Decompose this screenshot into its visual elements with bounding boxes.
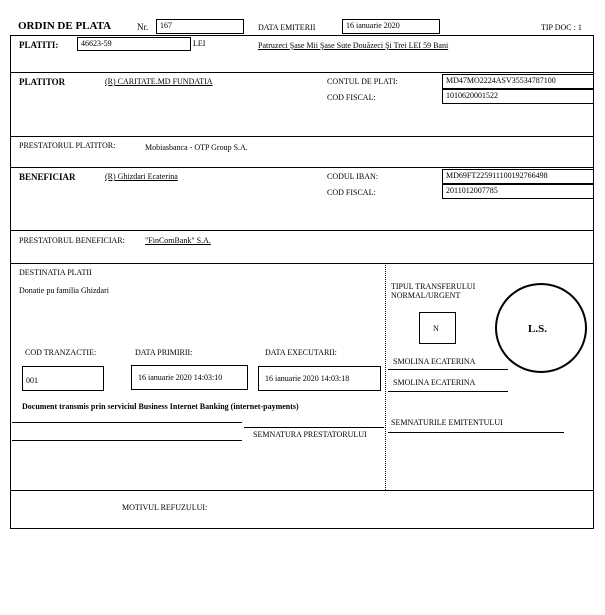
transaction-code-field: 001 xyxy=(22,366,104,391)
issue-date-label: DATA EMITERII xyxy=(258,23,316,32)
divider xyxy=(10,167,594,168)
transfer-type-label-2: NORMAL/URGENT xyxy=(391,291,461,300)
payer-provider-label: PRESTATORUL PLATITOR: xyxy=(19,141,116,150)
signature-line xyxy=(12,440,242,441)
divider xyxy=(10,230,594,231)
destination-label: DESTINATIA PLATII xyxy=(19,268,92,277)
refusal-label: MOTIVUL REFUZULUI: xyxy=(122,503,208,512)
transaction-code-label: COD TRANZACTIE: xyxy=(25,348,97,357)
number-field: 167 xyxy=(156,19,244,34)
form-frame xyxy=(10,35,594,529)
beneficiary-label: BENEFICIAR xyxy=(19,172,76,182)
beneficiary-name: (R) Ghizdari Ecaterina xyxy=(105,172,178,181)
payer-account-label: CONTUL DE PLATI: xyxy=(327,77,398,86)
received-date-label: DATA PRIMIRII: xyxy=(135,348,193,357)
payer-name: (R) CARITATE.MD FUNDATIA xyxy=(105,77,213,86)
stamp-label: L.S. xyxy=(528,323,547,335)
signature-line xyxy=(388,432,564,433)
beneficiary-fiscal-label: COD FISCAL: xyxy=(327,188,376,197)
amount-label: PLATITI: xyxy=(19,40,59,50)
beneficiary-fiscal-field: 2011012007785 xyxy=(442,184,594,199)
beneficiary-iban-field: MD69FT225911100192766498 xyxy=(442,169,594,184)
beneficiary-provider-label: PRESTATORUL BENEFICIAR: xyxy=(19,236,125,245)
divider xyxy=(10,263,594,264)
divider xyxy=(10,72,594,73)
payer-fiscal-field: 1010620001522 xyxy=(442,89,594,104)
amount-field: 46623-59 xyxy=(77,37,191,51)
electronic-notice: Document transmis prin serviciul Business Internet Banking (internet-payments) xyxy=(22,402,299,411)
number-label: Nr. xyxy=(137,22,149,32)
signature-line xyxy=(388,391,508,392)
beneficiary-iban-label: CODUL IBAN: xyxy=(327,172,379,181)
signature-line xyxy=(244,427,384,428)
dotted-separator xyxy=(385,263,386,490)
form-title: ORDIN DE PLATA xyxy=(18,20,112,32)
payer-label: PLATITOR xyxy=(19,77,66,87)
divider xyxy=(10,490,594,491)
currency: LEI xyxy=(193,39,206,48)
signature-line xyxy=(12,422,242,423)
transfer-type-value: N xyxy=(433,324,439,333)
signer-name: SMOLINA ECATERINA xyxy=(393,378,476,387)
issuer-signature-label: SEMNATURILE EMITENTULUI xyxy=(391,418,503,427)
issue-date-field: 16 ianuarie 2020 xyxy=(342,19,440,34)
divider xyxy=(10,136,594,137)
provider-signature-label: SEMNATURA PRESTATORULUI xyxy=(253,430,367,439)
beneficiary-provider-value: "FinComBank" S.A. xyxy=(145,236,211,245)
payer-provider-value: Mobiasbanca - OTP Group S.A. xyxy=(145,143,248,152)
transfer-type-label: TIPUL TRANSFERULUI xyxy=(391,282,476,291)
received-date-field: 16 ianuarie 2020 14:03:10 xyxy=(131,365,248,390)
executed-date-field: 16 ianuarie 2020 14:03:18 xyxy=(258,366,381,391)
signer-name: SMOLINA ECATERINA xyxy=(393,357,476,366)
executed-date-label: DATA EXECUTARII: xyxy=(265,348,337,357)
signature-line xyxy=(388,369,508,370)
doc-type: TIP DOC : 1 xyxy=(541,23,582,32)
destination-value: Donatie pu familia Ghizdari xyxy=(19,286,109,295)
amount-in-words: Patruzeci Şase Mii Şase Sute Douăzeci Şi Trei LEI 59 Bani xyxy=(258,41,449,50)
payer-account-field: MD47MO2224ASV35534787100 xyxy=(442,74,594,89)
payer-fiscal-label: COD FISCAL: xyxy=(327,93,376,102)
